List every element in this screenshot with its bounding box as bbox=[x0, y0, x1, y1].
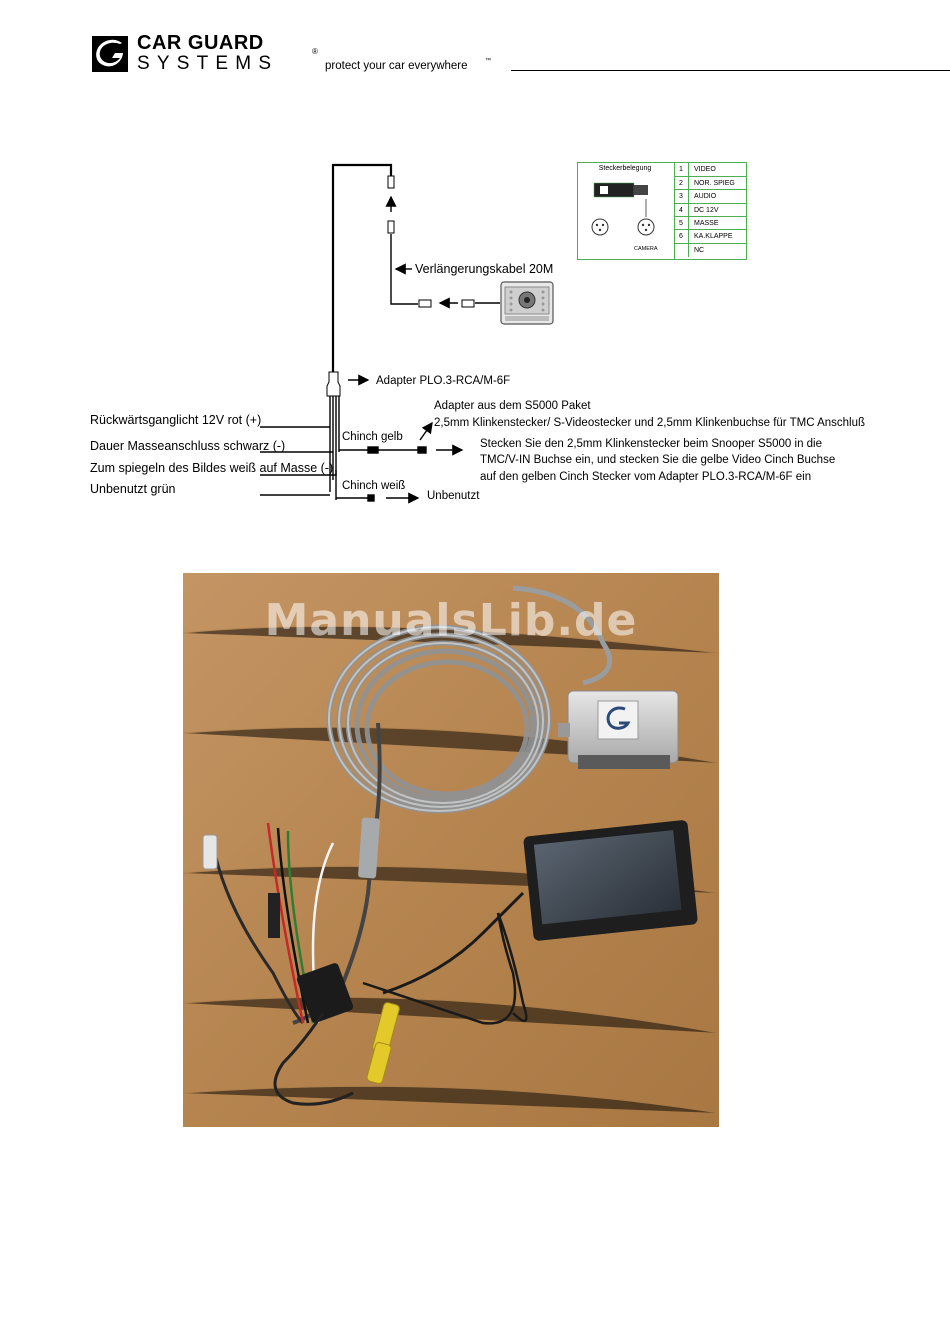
pin-row bbox=[674, 203, 746, 217]
connector-pinout-icon bbox=[586, 177, 666, 249]
wire-label-white: Zum spiegeln des Bildes weiß auf Masse (-) bbox=[90, 461, 334, 475]
pin-function: AUDIO bbox=[694, 193, 717, 200]
pin-function: NC bbox=[694, 247, 705, 254]
pin-number: 5 bbox=[674, 217, 689, 230]
camera-sketch-icon bbox=[501, 282, 553, 324]
brand-name: CAR GUARD bbox=[137, 32, 264, 54]
pin-function: KA.KLAPPE bbox=[694, 233, 733, 240]
registered-mark: ® bbox=[312, 47, 318, 56]
pin-row bbox=[674, 163, 746, 176]
product-photo bbox=[183, 573, 719, 1127]
wire-label-green: Unbenutzt grün bbox=[90, 482, 176, 496]
adapter-s5000-label: Adapter aus dem S5000 Paket bbox=[434, 400, 591, 412]
pin-number bbox=[674, 244, 689, 257]
adapter-s5000-detail: 2,5mm Klinkenstecker/ S-Videostecker und 2,5mm Klinkenbuchse für TMC Anschluß bbox=[434, 417, 866, 429]
pin-number: 2 bbox=[674, 177, 689, 190]
pin-row bbox=[674, 176, 746, 190]
unused-label: Unbenutzt bbox=[427, 490, 480, 502]
pin-number: 1 bbox=[674, 163, 689, 176]
wire-label-black: Dauer Masseanschluss schwarz (-) bbox=[90, 439, 286, 453]
brand-subname: SYSTEMS bbox=[137, 53, 279, 74]
pin-function: DC 12V bbox=[694, 207, 719, 214]
cinch-white-label: Chinch weiß bbox=[342, 480, 406, 492]
camera-photo-icon bbox=[558, 691, 678, 769]
wire-label-red: Rückwärtsganglicht 12V rot (+) bbox=[90, 413, 262, 427]
tagline: protect your car everywhere bbox=[325, 60, 468, 72]
extension-cable-label: Verlängerungskabel 20M bbox=[415, 262, 554, 276]
trademark-mark: ™ bbox=[485, 58, 491, 64]
adapter-plo-label: Adapter PLO.3-RCA/M-6F bbox=[376, 375, 511, 387]
gps-device-icon bbox=[523, 820, 698, 942]
pin-number: 6 bbox=[674, 230, 689, 243]
pin-assignment-table bbox=[577, 162, 747, 260]
pin-number: 3 bbox=[674, 190, 689, 203]
pin-function: MASSE bbox=[694, 220, 719, 227]
pin-row bbox=[674, 216, 746, 230]
camera-pin-label: CAMERA bbox=[634, 246, 658, 252]
instruction-line-1: Stecken Sie den 2,5mm Klinkenstecker beim Snooper S5000 in die bbox=[480, 438, 823, 450]
pin-row bbox=[674, 243, 746, 257]
pin-function: NOR. SPIEG bbox=[694, 180, 735, 187]
pin-number: 4 bbox=[674, 204, 689, 217]
pin-function: VIDEO bbox=[694, 166, 716, 173]
instruction-line-3: auf den gelben Cinch Stecker vom Adapter PLO.3-RCA/M-6F ein bbox=[480, 471, 812, 483]
cinch-yellow-label: Chinch gelb bbox=[342, 431, 403, 443]
instruction-line-2: TMC/V-IN Buchse ein, und stecken Sie die gelbe Video Cinch Buchse bbox=[480, 454, 836, 466]
watermark: ManualsLib.de bbox=[264, 595, 638, 646]
pin-row bbox=[674, 229, 746, 243]
pin-row bbox=[674, 189, 746, 203]
pin-table-title: Steckerbelegung bbox=[598, 165, 652, 172]
